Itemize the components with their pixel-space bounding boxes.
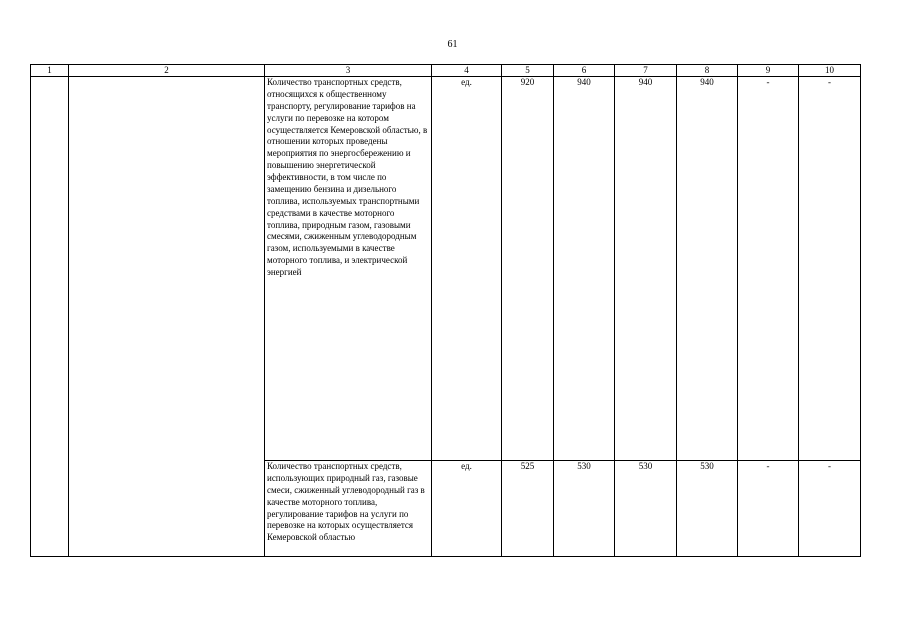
- value-cell: 940: [554, 77, 615, 461]
- value-cell: 530: [554, 461, 615, 557]
- unit-cell: ед.: [432, 77, 502, 461]
- value-cell: 530: [615, 461, 677, 557]
- column-header: 10: [799, 65, 861, 77]
- column-header: 1: [31, 65, 69, 77]
- table-header-row: [31, 65, 861, 77]
- column-header: 7: [615, 65, 677, 77]
- column-header: 5: [502, 65, 554, 77]
- table-row: [31, 77, 861, 461]
- data-table: [30, 64, 861, 557]
- value-cell: -: [738, 77, 799, 461]
- value-cell: -: [738, 461, 799, 557]
- value-cell: 940: [615, 77, 677, 461]
- value-cell: -: [799, 77, 861, 461]
- row-number-cell: [31, 77, 69, 557]
- value-cell: 920: [502, 77, 554, 461]
- column-header: 4: [432, 65, 502, 77]
- value-cell: 525: [502, 461, 554, 557]
- value-cell: 940: [677, 77, 738, 461]
- unit-cell: ед.: [432, 461, 502, 557]
- indicator-cell: Количество транспортных средств, использующих природный газ, газовые смеси, сжиженный углеводородный газ в качестве моторного топлива, регулирование тарифов на услуги по перевозке на которых осуществляется Кемеровской областью: [265, 461, 432, 557]
- column-header: 6: [554, 65, 615, 77]
- page-number: 61: [447, 39, 458, 50]
- value-cell: -: [799, 461, 861, 557]
- column-header: 3: [265, 65, 432, 77]
- indicator-cell: Количество транспортных средств, относящихся к общественному транспорту, регулирование тарифов на услуги по перевозке на котором осуществляется Кемеровской областью, в отношении которых проведены мероприятия по энергосбережению и повышению энергетической эффективности, в том числе по замещению бензина и дизельного топлива, используемых транспортными средствами в качестве моторного топлива, природным газом, газовыми смесями, сжиженным углеводородным газом, используемыми в качестве моторного топлива, и электрической энергией: [265, 77, 432, 461]
- column-header: 8: [677, 65, 738, 77]
- column-header: 9: [738, 65, 799, 77]
- program-name-cell: [69, 77, 265, 557]
- column-header: 2: [69, 65, 265, 77]
- value-cell: 530: [677, 461, 738, 557]
